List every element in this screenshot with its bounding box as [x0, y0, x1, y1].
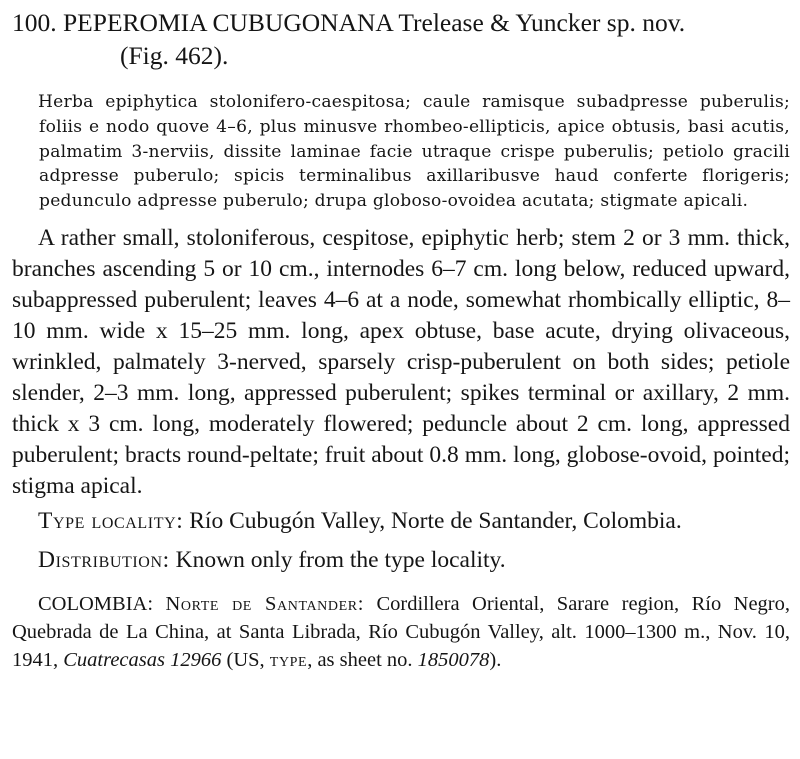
specimen-collector: Cuatrecasas 12966 — [63, 648, 222, 671]
figure-reference: (Fig. 462). — [120, 41, 229, 70]
specimen-type-label: type — [269, 648, 308, 671]
type-locality-label: Type locality: — [38, 507, 184, 534]
species-number: 100. — [12, 8, 57, 37]
latin-diagnosis: Herba epiphytica stolonifero-caespitosa; caule ramisque subadpresse puberulis; foliis e nodo quove 4–6, plus minusve rhombeo-ellipticis, apice obtusis, basi acutis, palmatim 3-nerviis, dissite laminae facie utraque crispe puberulis; petiolo gracili adpresse puberulo; spicis terminalibus axillaribusve haud conferte florigeris; pedunculo adpresse puberulo; drupa globoso-ovoidea acutata; stigmate apicali. — [38, 92, 790, 212]
distribution-text: Known only from the type locality. — [175, 546, 506, 573]
specimen-country: COLOMBIA: — [38, 592, 154, 615]
specimen-close: ). — [489, 648, 502, 671]
species-entry — [12, 6, 790, 674]
specimen-region: Norte de Santander: — [165, 592, 364, 615]
distribution-label: Distribution: — [38, 546, 170, 573]
species-name: PEPEROMIA CUBUGONANA — [63, 8, 393, 37]
species-authority: Trelease & Yuncker sp. nov. — [398, 8, 686, 37]
specimen-sheet-text: , as sheet no. — [307, 648, 413, 671]
specimen-citation — [12, 590, 790, 674]
specimen-sheet-number: 1850078 — [417, 648, 490, 671]
english-description: A rather small, stoloniferous, cespitose, epiphytic herb; stem 2 or 3 mm. thick, branches ascending 5 or 10 cm., internodes 6–7 cm. long below, reduced upward, subappressed puberulent; leaves 4–6 at a node, somewhat rhombically elliptic, 8–10 mm. wide x 15–25 mm. long, apex obtuse, base acute, drying olivaceous, wrinkled, palmately 3-nerved, sparsely crisp-puberulent on both sides; petiole slender, 2–3 mm. long, appressed puberulent; spikes terminal or axillary, 2 mm. thick x 3 cm. long, moderately flowered; peduncle about 2 cm. long, appressed puberulent; bracts round-peltate; fruit about 0.8 mm. long, globose-ovoid, pointed; stigma apical. — [12, 224, 790, 499]
specimen-locality: Cordillera Oriental, Sarare region, Río Negro, Quebrada de La China, at Santa Librada, Río Cubugón Valley, alt. 1000–1300 m., Nov. 10, 1941, — [12, 592, 791, 671]
species-heading — [12, 6, 790, 72]
distribution — [12, 545, 790, 576]
specimen-herbarium: (US, — [226, 648, 265, 671]
type-locality-text: Río Cubugón Valley, Norte de Santander, Colombia. — [189, 507, 682, 534]
type-locality — [12, 506, 790, 537]
